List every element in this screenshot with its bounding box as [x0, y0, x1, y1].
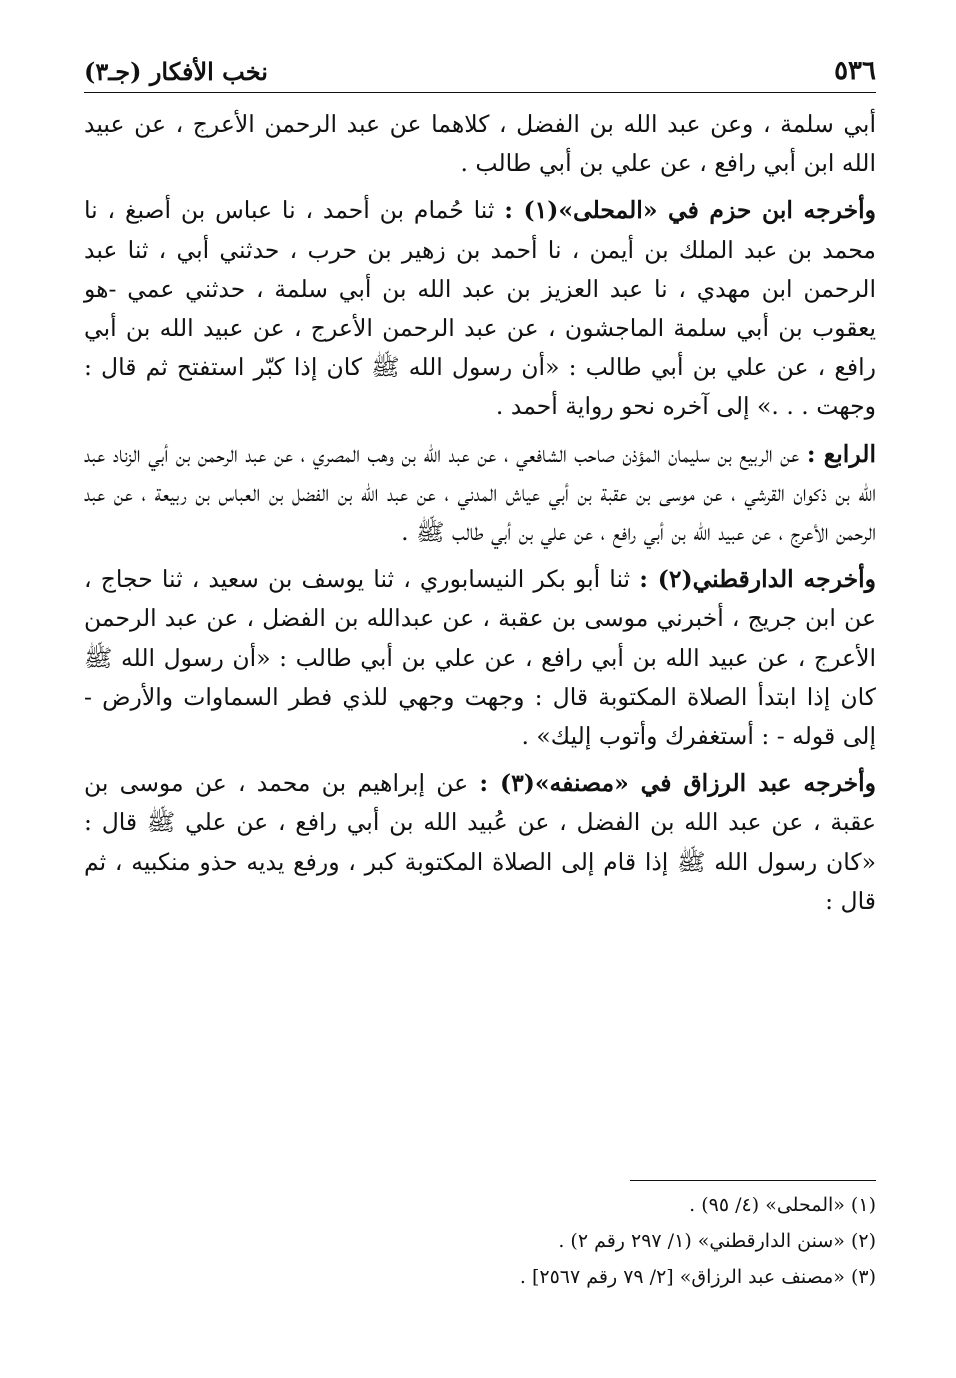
- paragraph-text: أبي سلمة ، وعن عبد الله بن الفضل ، كلاهما عن عبد الرحمن الأعرج ، عن عبيد الله ابن أبي رافع ، عن علي بن أبي طالب .: [84, 110, 876, 178]
- paragraph: [84, 764, 876, 921]
- footnote-divider: [630, 1180, 876, 1181]
- footnotes: [84, 1180, 876, 1295]
- paragraph: [84, 191, 876, 426]
- paragraph-text: عن إبراهيم بن محمد ، عن موسى بن عقبة ، عن عبد الله بن الفضل ، عن عُبيد الله بن أبي رافع ، عن علي ﷺ قال : «كان رسول الله ﷺ إذا قام إلى الصلاة المكتوبة كبر ، ورفع يديه حذو منكبيه ، ثم قال :: [84, 769, 876, 915]
- book-title: نخب الأفكار (جـ٣): [84, 57, 268, 86]
- paragraph-lead: وأخرجه ابن حزم في «المحلى»(١) :: [504, 196, 876, 225]
- paragraph-text: عن الربيع بن سليمان المؤذن صاحب الشافعي ، عن عبد الله بن وهب المصري ، عن عبد الرحمن بن أبي الزناد عبد الله بن ذكوان القرشي ، عن موسى بن عقبة بن أبي عياش المدني ، عن عبد الله بن الفضل بن العباس بن ربيعة ، عن عبد الرحمن الأعرج ، عن عبيد الله بن أبي رافع ، عن علي بن أبي طالب ﷺ .: [84, 439, 876, 547]
- page-number: ٥٣٦: [834, 56, 876, 86]
- paragraph: [84, 105, 876, 183]
- paragraph-text: ثنا حُمام بن أحمد ، نا عباس بن أصبغ ، نا محمد بن عبد الملك بن أيمن ، نا أحمد بن زهير بن حرب ، حدثني أبي ، ثنا عبد الرحمن ابن مهدي ، نا عبد العزيز بن عبد الله بن أبي سلمة ، حدثني عمي -هو يعقوب بن أبي سلمة الماجشون ، عن عبد الرحمن الأعرج ، عن عبيد الله بن أبي رافع ، عن علي بن أبي طالب : «أن رسول الله ﷺ كان إذا كبّر استفتح ثم قال : وجهت . . .» إلى آخره نحو رواية أحمد .: [84, 196, 876, 421]
- main-text: [84, 105, 876, 921]
- paragraph-lead: الرابع :: [806, 439, 876, 468]
- paragraph-lead: وأخرجه عبد الرزاق في «مصنفه»(٣) :: [479, 769, 876, 798]
- paragraph-text: ثنا أبو بكر النيسابوري ، ثنا يوسف بن سعيد ، ثنا حجاج ، عن ابن جريج ، أخبرني موسى بن عقبة ، عن عبدالله بن الفضل ، عن عبد الرحمن الأعرج ، عن عبيد الله بن أبي رافع ، عن علي بن أبي طالب : «أن رسول الله ﷺ كان إذا ابتدأ الصلاة المكتوبة قال : وجهت وجهي للذي فطر السماوات والأرض - إلى قوله - : أستغفرك وأتوب إليك» .: [84, 565, 876, 751]
- paragraph: [84, 435, 876, 553]
- footnote: (٢) «سنن الدارقطني» (١/ ٢٩٧ رقم ٢) .: [558, 1230, 876, 1252]
- paragraph-lead: وأخرجه الدارقطني(٢) :: [639, 565, 876, 594]
- footnote: (٣) «مصنف عبد الرزاق» [٢/ ٧٩ رقم ٢٥٦٧] .: [519, 1266, 876, 1288]
- paragraph: [84, 560, 876, 756]
- book-page: [84, 40, 876, 1360]
- footnote: (١) «المحلى» (٤/ ٩٥) .: [689, 1194, 876, 1216]
- page-header: [84, 40, 876, 93]
